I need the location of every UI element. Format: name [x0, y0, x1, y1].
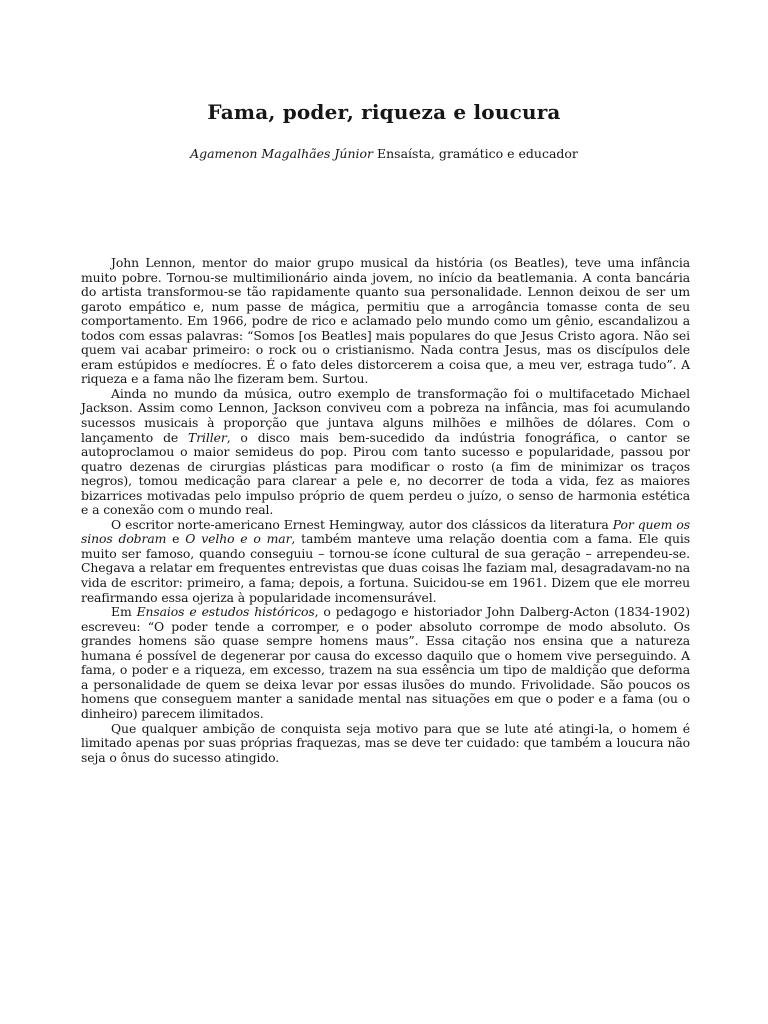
paragraph-text: Em: [111, 604, 137, 620]
byline: [0, 146, 768, 161]
author-name: Agamenon Magalhães Júnior: [190, 146, 374, 161]
paragraph-text: John Lennon, mentor do maior grupo musical da história (os Beatles), teve uma infância muito pobre. Tornou-se multimilionário ainda jovem, no início da beatlemania. A conta bancária do artista transformou-se tão rapidamente quanto sua personalidade. Lennon deixou de ser um garoto empático e, num passe de mágica, permitiu que a arrogância tomasse conta de seu comportamento. Em 1966, podre de rico e aclamado pelo mundo como um gênio, escandalizou a todos com essas palavras: “Somos [os Beatles] mais populares do que Jesus Cristo agora. Não sei quem vai acabar primeiro: o rock ou o cristianismo. Nada contra Jesus, mas os discípulos dele eram estúpidos e medíocres. É o fato deles distorcerem a coisa que, a meu ver, estraga tudo”. A riqueza e a fama não lhe fizeram bem. Surtou.: [81, 255, 690, 387]
paragraph-text: , o pedagogo e historiador John Dalberg-Acton (1834-1902) escreveu: “O poder tende a corromper, e o poder absoluto corrompe de modo absoluto. Os grandes homens são quase sempre homens maus”. Essa citação nos ensina que a natureza humana é possível de degenerar por causa do excesso daquilo que o homem vive perseguindo. A fama, o poder e a riqueza, em excesso, trazem na sua essência um tipo de maldição que deforma a personalidade de quem se deixa levar por essas ilusões do mundo. Frivolidade. São poucos os homens que conseguem manter a sanidade mental nas situações em que o poder e a fama (ou o dinheiro) parecem ilimitados.: [81, 604, 690, 721]
article-body: [81, 256, 690, 765]
paragraph-text: , o disco mais bem-sucedido da indústria fonográfica, o cantor se autoproclamou o maior semideus do pop. Pirou com tanto sucesso e popularidade, passou por quatro dezenas de cirurgias plásticas para modificar o rosto (a fim de minimizar os traços negros), tomou medicação para clarear a pele e, no decorrer de toda a vida, fez as maiores bizarrices motivadas pelo impulso próprio de quem perdeu o juízo, o senso de harmonia estética e a conexão com o mundo real.: [81, 429, 691, 518]
italic-title: O velho e o mar: [185, 531, 292, 547]
article-paragraph: [81, 387, 690, 518]
paragraph-text: , também manteve uma relação doentia com a fama. Ele quis muito ser famoso, quando conseguiu – tornou-se ícone cultural de sua geração – arrependeu-se. Chegava a relatar em frequentes entrevistas que duas coisas lhe faziam mal, desagradavam-no na vida de escritor: primeiro, a fama; depois, a fortuna. Suicidou-se em 1961. Dizem que ele morreu reafirmando essa ojeriza à popularidade incomensurável.: [81, 531, 690, 605]
paragraph-text: Que qualquer ambição de conquista seja motivo para que se lute até atingi-la, o homem é limitado apenas por suas próprias fraquezas, mas se deve ter cuidado: que também a loucura não seja o ônus do sucesso atingido.: [81, 720, 690, 765]
article-paragraph: [81, 518, 690, 605]
paragraph-text: O escritor norte-americano Ernest Hemingway, autor dos clássicos da literatura: [111, 516, 613, 532]
author-role: Ensaísta, gramático e educador: [373, 146, 578, 161]
article-paragraph: [81, 605, 690, 721]
article-paragraph: [81, 256, 690, 387]
article-paragraph: [81, 722, 690, 766]
italic-title: Ensaios e estudos históricos: [136, 604, 315, 620]
italic-title: Triller: [188, 429, 227, 445]
italic-title: Por quem os sinos dobram: [81, 516, 690, 547]
paragraph-text: e: [166, 531, 186, 547]
paragraph-text: Ainda no mundo da música, outro exemplo de transformação foi o multifacetado Michael Jackson. Assim como Lennon, Jackson conviveu com a pobreza na infância, mas foi acumulando sucessos musicais à proporção que juntava alguns milhões e milhões de dólares. Com o lançamento de: [81, 385, 690, 445]
document-title: Fama, poder, riqueza e loucura: [207, 100, 561, 124]
